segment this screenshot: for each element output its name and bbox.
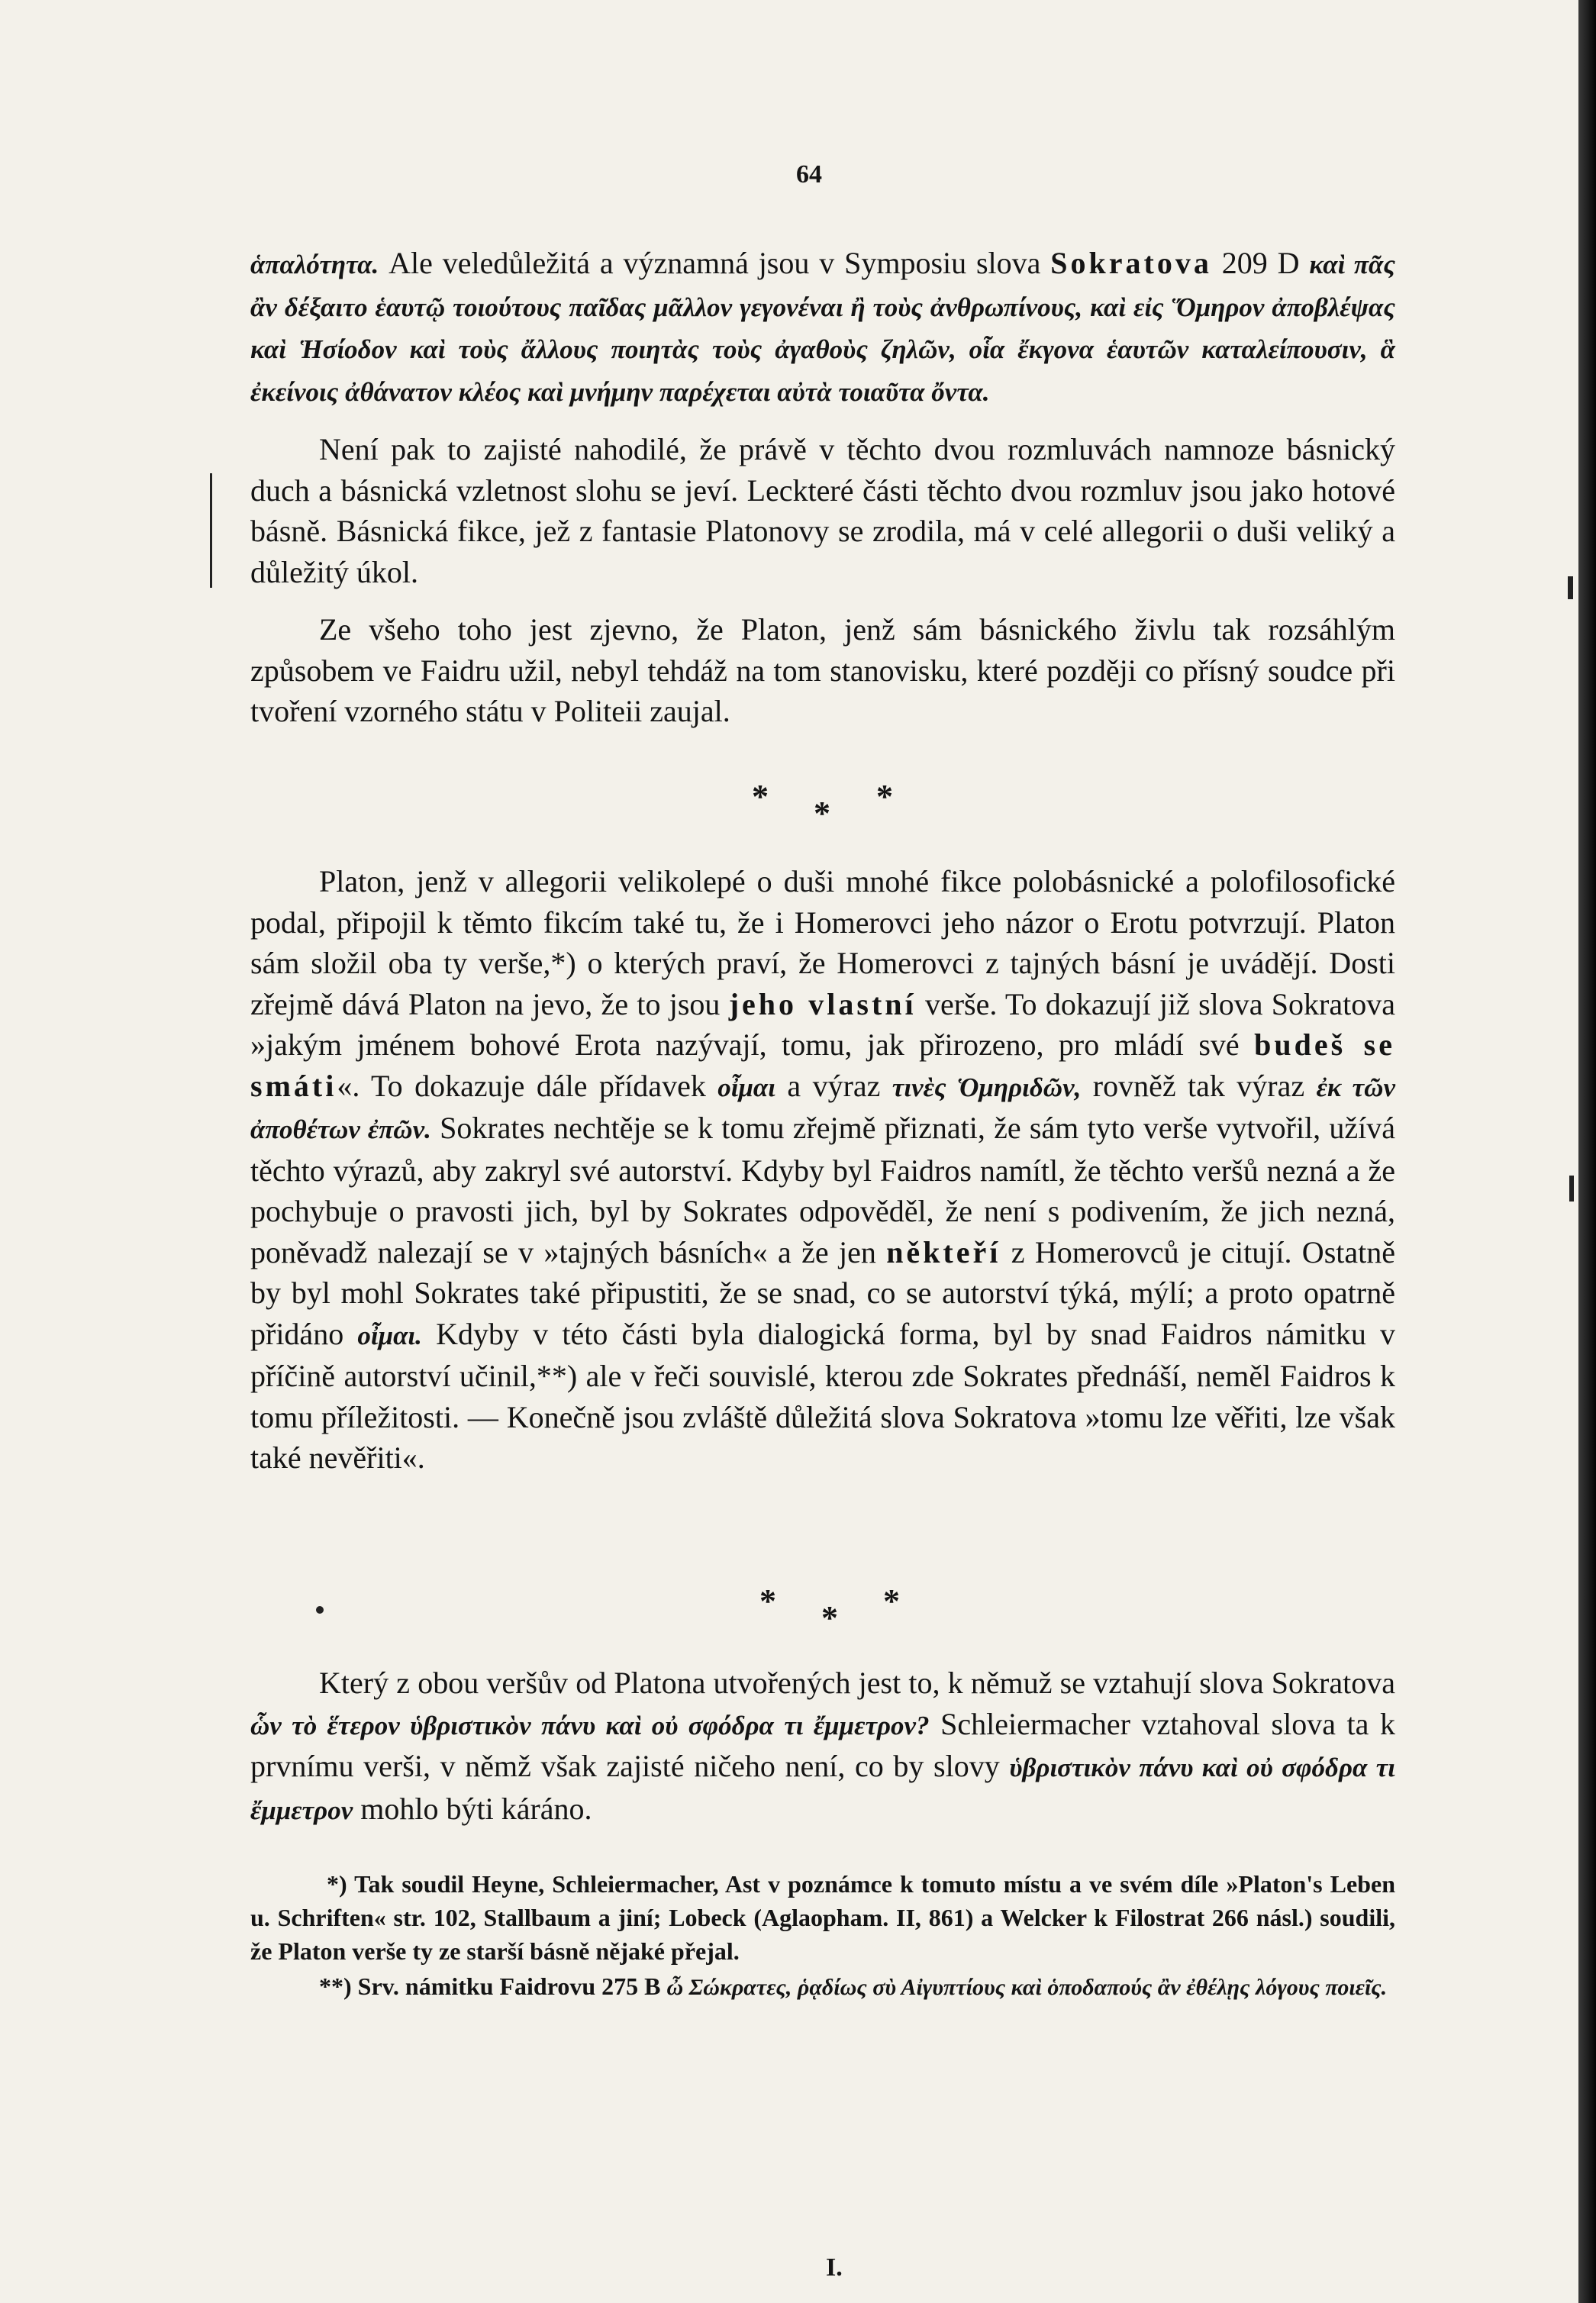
paragraph-text: z Homerovců je citují. Ostatně by byl mohl Sokrates také připustiti, že se snad, co se autorství týká, mýlí; a proto opatrně přidáno bbox=[250, 1234, 1395, 1351]
paragraph-text: Který z obou veršův od Platona utvořených jest to, k němuž se vztahují slova Sokratova bbox=[319, 1666, 1395, 1700]
page-number: 64 bbox=[796, 160, 822, 189]
spaced-emphasis: někteří bbox=[886, 1234, 1001, 1269]
paragraph-text: verše. To dokazují již slova Sokratova »jakým jménem bohové Erota nazývají, tomu, jak přirozeno, pro mládí své bbox=[250, 986, 1395, 1062]
paragraph-text: Sokrates nechtěje se k tomu zřejmě přiznati, že sám tyto verše vytvořil, užívá těchto výrazů, aby zakryl své autorství. Kdyby byl Faidros namítl, že těchto veršů nezná a že pochybuje o pravosti jich, byl by Sokrates odpověděl, že není s podivením, že jich nezná, poněvadž nalezají se v »tajných básních« a že jen bbox=[250, 1111, 1395, 1269]
separator-star: * bbox=[759, 1582, 776, 1620]
scan-edge bbox=[1578, 0, 1596, 2303]
margin-speck bbox=[1569, 1176, 1574, 1201]
text-block-1 bbox=[250, 243, 1395, 732]
paragraph-text: mohlo býti káráno. bbox=[353, 1791, 592, 1826]
spaced-emphasis: jeho vlastní bbox=[728, 986, 917, 1021]
separator-star: * bbox=[814, 795, 830, 832]
footnote-1: *) Tak soudil Heyne, Schleiermacher, Ast v poznámce k tomuto místu a ve svém díle »Platon's Leben u. Schriften« str. 102, Stallbaum a jiní; Lobeck (Aglaopham. II, 861) a Welcker k Filostrat 266 násl.) soudili, že Platon verše ty ze starší básně nějaké přejal. bbox=[250, 1870, 1395, 1965]
footnote-text: **) Srv. námitku Faidrovu 275 B bbox=[319, 1972, 667, 2000]
paragraph-4 bbox=[250, 861, 1395, 1479]
greek-phrase: ἐκ τῶν ἀποθέτων ἐπῶν. bbox=[250, 1072, 1395, 1144]
paragraph-5 bbox=[250, 1663, 1395, 1830]
separator-star: * bbox=[883, 1582, 900, 1620]
paragraph-text: Kdyby v této části byla dialogická forma, byl by snad Faidros námitku v příčině autorství učinil,**) ale v řeči souvislé, kterou zde Sokrates přednáší, neměl Faidros k tomu příležitosti. — Konečně jsou zvláště důležitá slova Sokratova »tomu lze věřiti, lze však také nevěřiti«. bbox=[250, 1316, 1396, 1475]
paragraph-3: Ze všeho toho jest zjevno, že Platon, jenž sám básnického živlu tak rozsáhlým způsobem ve Faidru užil, nebyl tehdáž na tom stanovisku, které později co přísný soudce při tvoření vzorného státu v Politeii zaujal. bbox=[250, 612, 1395, 728]
text-block-3 bbox=[250, 1663, 1395, 1830]
greek-phrase: ὧν τὸ ἕτερον ὑβριστικὸν πάνυ καὶ οὐ σφόδρα τι ἔμμετρον? bbox=[250, 1710, 930, 1740]
greek-quotation: καὶ πᾶς ἂν δέξαιτο ἑαυτῷ τοιούτους παῖδας μᾶλλον γεγονέναι ἢ τοὺς ἀνθρωπίνους, καὶ εἰς Ὅμηρον ἀποβλέψας καὶ Ἡσίοδον καὶ τοὺς ἄλλους ποιητὰς τοὺς ἀγαθοὺς ζηλῶν, οἷα ἔκγονα ἑαυτῶν καταλείπουσιν, ἃ ἐκείνοις ἀθάνατον κλέος καὶ μνήμην παρέχεται αὐτὰ τοιαῦτα ὄντα. bbox=[250, 250, 1395, 407]
printer-signature: I. bbox=[826, 2253, 843, 2282]
paragraph-text: «. To dokazuje dále přídavek bbox=[337, 1068, 718, 1103]
spaced-emphasis: Sokratova bbox=[1050, 246, 1212, 280]
greek-word: οἶμαι bbox=[717, 1072, 776, 1102]
paragraph-2: Není pak to zajisté nahodilé, že právě v těchto dvou rozmluvách namnoze básnický duch a básnická vzletnost slohu se jeví. Leckteré části těchto dvou rozmluv jsou jako hotové básně. Básnická fikce, jež z fantasie Platonovy se zrodila, má v celé allegorii o duši veliký a důležitý úkol. bbox=[250, 432, 1395, 589]
separator-star: * bbox=[752, 778, 769, 815]
greek-phrase: ὑβριστικὸν πάνυ καὶ οὐ σφόδρα τι ἔμμετρον bbox=[250, 1753, 1395, 1825]
margin-speck bbox=[1568, 576, 1573, 599]
greek-word: οἶμαι. bbox=[357, 1320, 422, 1350]
ink-speck bbox=[316, 1606, 324, 1614]
paragraph-text: 209 D bbox=[1211, 246, 1310, 280]
greek-phrase: ὦ Σώκρατες, ῥᾳδίως σὺ Αἰγυπτίους καὶ ὁποδαπούς ἂν ἐθέλῃς λόγους ποιεῖς. bbox=[666, 1975, 1388, 2000]
paragraph-text: Ale veledůležitá a významná jsou v Symposiu slova bbox=[379, 246, 1051, 280]
paragraph-text: Platon, jenž v allegorii velikolepé o duši mnohé fikce polobásnické a polofilosofické podal, připojil k těmto fikcím také tu, že i Homerovci jeho názor o Erotu potvrzují. Platon sám složil oba ty verše,*) o kterých praví, že Homerovci z tajných básní je uvádějí. Dosti zřejmě dává Platon na jevo, že to jsou bbox=[250, 864, 1395, 1021]
spaced-emphasis: budeš se smáti bbox=[250, 1027, 1395, 1103]
separator-star: * bbox=[876, 778, 893, 815]
paragraph-text: a výraz bbox=[775, 1068, 892, 1103]
footnotes bbox=[250, 1867, 1395, 2005]
margin-pencil-line bbox=[210, 473, 212, 588]
paragraph-text: rovněž tak výraz bbox=[1081, 1068, 1317, 1103]
footnote-2 bbox=[250, 1969, 1395, 2005]
separator-star: * bbox=[821, 1599, 838, 1637]
paragraph-1 bbox=[250, 243, 1395, 412]
paragraph-text: Schleiermacher vztahoval slova ta k prvnímu verši, v němž však zajisté ničeho není, co by slovy bbox=[250, 1706, 1396, 1783]
text-block-2 bbox=[250, 861, 1395, 1479]
greek-word: ἁπαλότητα. bbox=[250, 250, 379, 279]
greek-phrase: τινὲς Ὁμηριδῶν, bbox=[892, 1072, 1082, 1102]
